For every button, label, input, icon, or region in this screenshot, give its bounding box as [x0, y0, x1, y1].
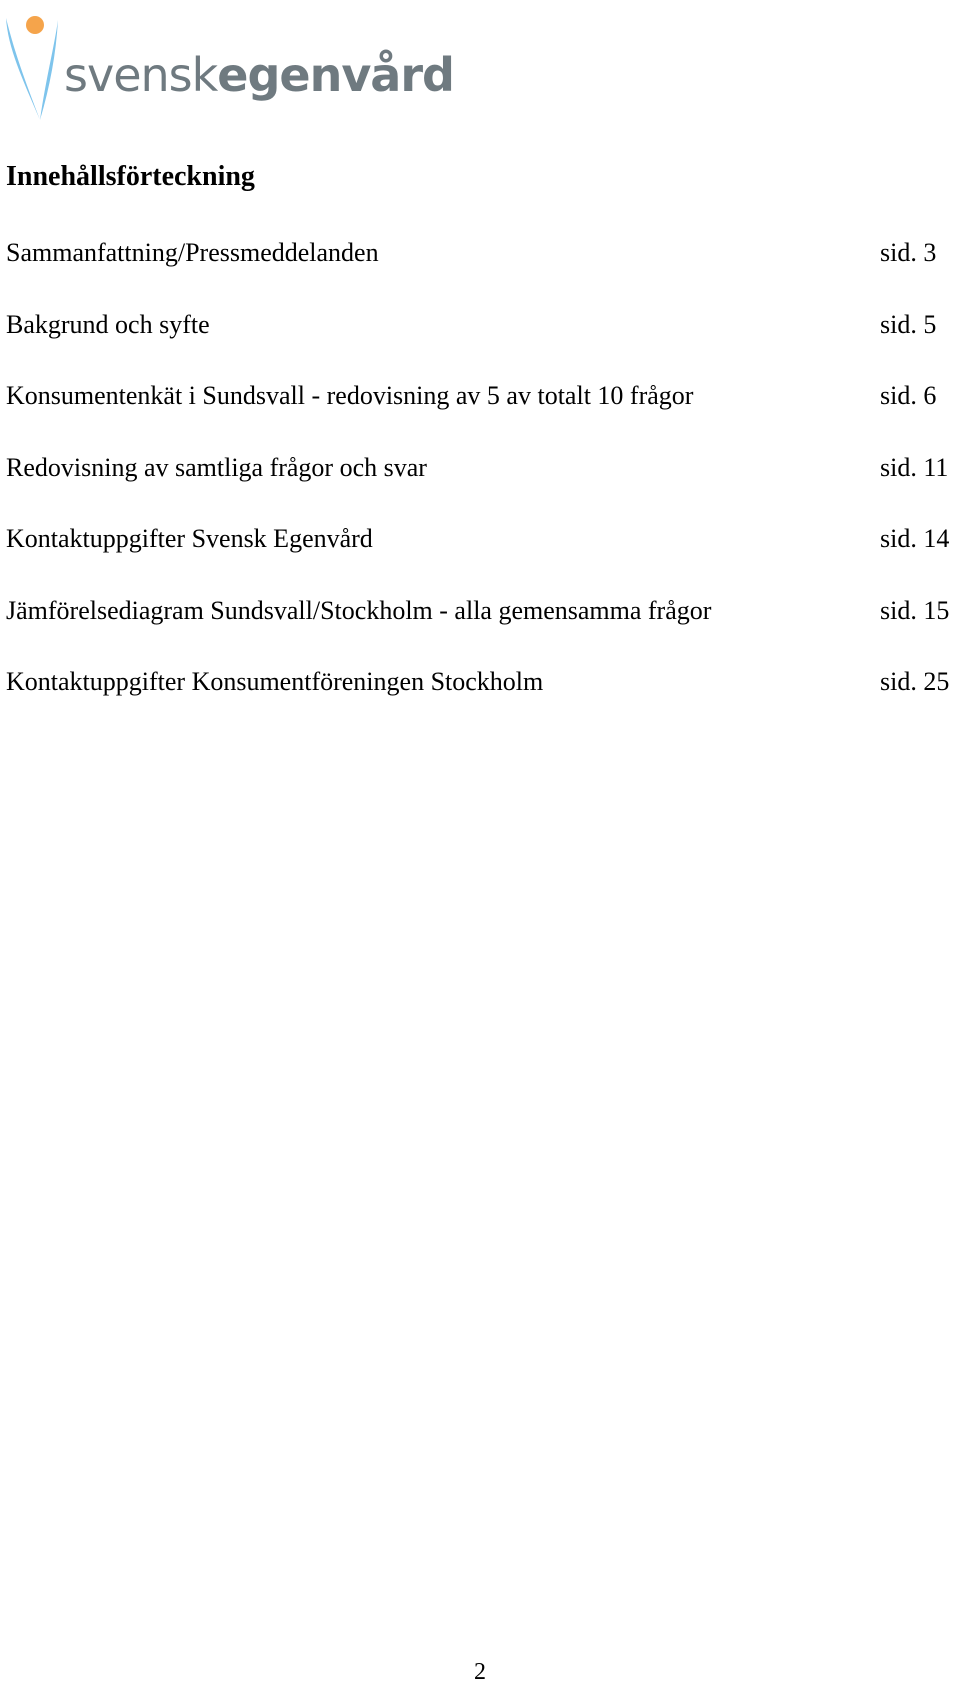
toc-entry-page: sid. 11: [880, 452, 949, 482]
toc-list: [6, 238, 960, 739]
toc-entry: [6, 667, 960, 739]
toc-entry-page: sid. 15: [880, 595, 950, 625]
toc-entry: [6, 238, 960, 310]
toc-entry-page: sid. 6: [880, 381, 937, 410]
logo-text-light: svensk: [64, 48, 218, 102]
toc-entry-title: Sammanfattning/Pressmeddelanden: [6, 238, 379, 267]
logo-dot: [26, 16, 44, 34]
logo-text-bold: egenvård: [217, 48, 454, 102]
toc-entry-title: Kontaktuppgifter Svensk Egenvård: [6, 524, 373, 553]
toc-entry-title: Kontaktuppgifter Konsumentföreningen Stockholm: [6, 667, 544, 696]
toc-entry-title: Konsumentenkät i Sundsvall - redovisning av 5 av totalt 10 frågor: [6, 381, 694, 410]
toc-entry: [6, 381, 960, 453]
toc-entry: [6, 596, 960, 668]
toc-entry-title: Redovisning av samtliga frågor och svar: [6, 452, 427, 482]
logo-figure-icon: [0, 8, 70, 126]
toc-entry: [6, 453, 960, 525]
toc-entry-page: sid. 3: [880, 238, 937, 267]
logo-wordmark: [64, 48, 454, 102]
toc-heading: Innehållsförteckning: [6, 161, 255, 192]
toc-entry: [6, 310, 960, 382]
page-number: 2: [474, 1659, 486, 1685]
brand-logo: [0, 8, 460, 126]
toc-entry-title: Bakgrund och syfte: [6, 309, 210, 339]
toc-entry-page: sid. 14: [880, 524, 950, 553]
toc-entry-title: Jämförelsediagram Sundsvall/Stockholm - alla gemensamma frågor: [6, 595, 712, 625]
toc-entry-page: sid. 5: [880, 309, 937, 339]
toc-entry-page: sid. 25: [880, 667, 950, 696]
logo-right-arc: [40, 20, 58, 120]
toc-entry: [6, 524, 960, 596]
